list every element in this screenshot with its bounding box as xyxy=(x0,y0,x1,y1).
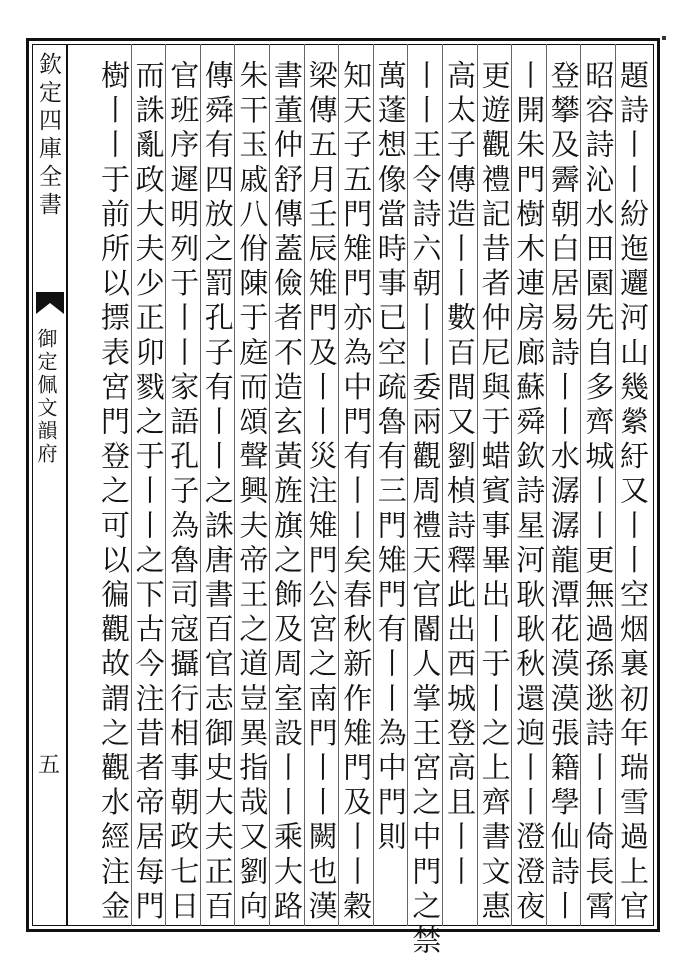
text-column: 昭容詩沁水田園先自多齊城丨丨更無過孫逖詩丨丨倚長霄 xyxy=(581,60,616,925)
text-column: 萬蓬想像當時事已空疏魯有三門雉門有丨丨為中門則 xyxy=(373,60,408,856)
text-column: 丨開朱門樹木連房廊蘇舜欽詩星河耿耿秋還逈丨丨澄澄夜 xyxy=(512,60,547,925)
book-title: 欽定四庫全書 xyxy=(35,52,61,220)
text-column: 高太子傳造丨丨數百間又劉楨詩釋此出西城登高且丨丨 xyxy=(443,60,477,891)
column-divider xyxy=(269,44,270,926)
text-column: 梁傳五月壬辰雉門及丨丨災注雉門公宮之南門丨丨闕也漢 xyxy=(304,60,339,925)
text-column: 丨丨王令詩六朝丨丨委兩觀周禮天官閽人掌王宮之中門之禁 xyxy=(408,60,443,960)
page-number: 五 xyxy=(38,753,61,778)
text-column: 知天子五門雉門亦為中門有丨丨矣春秋新作雉門及丨丨穀 xyxy=(339,60,374,925)
text-column: 傳舜有四放之罰孔子有丨丨之誅唐書百官志御史大夫正百 xyxy=(200,60,235,925)
column-divider xyxy=(615,44,616,926)
text-column: 書董仲舒傳蓋儉者不造玄黃旌旗之飾及周室設丨丨乘大路 xyxy=(270,60,304,925)
text-column: 而誅亂政大夫少正卯戮之于丨丨之下古今注昔者帝居每門 xyxy=(131,60,166,925)
text-column: 官班序遲明列于丨丨家語孔子為魯司寇攝行相事朝政七日 xyxy=(166,60,201,925)
text-column: 更遊觀禮記昔者仲尼與于蜡賓事畢出丨于丨之上齊書文惠 xyxy=(477,60,512,925)
book-subtitle: 御定佩文韻府 xyxy=(34,328,58,466)
column-divider xyxy=(442,44,443,926)
edge-mark xyxy=(662,36,666,40)
text-column: 題詩丨丨紛迤邐河山幾縈紆又丨丨空烟裏初年瑞雪過上官 xyxy=(616,60,650,925)
text-column: 登攀及霽朝白居易詩丨丨水潺潺龍潭花漠漠張籍學仙詩丨 xyxy=(546,60,581,925)
text-column: 樹丨丨于前所以摽表宮門登之可以徧觀故謂之觀水經注金 xyxy=(97,60,131,925)
text-column: 朱干玉戚八佾陳于庭而頌聲興夫帝王之道豈異指哉又劉向 xyxy=(235,60,270,925)
